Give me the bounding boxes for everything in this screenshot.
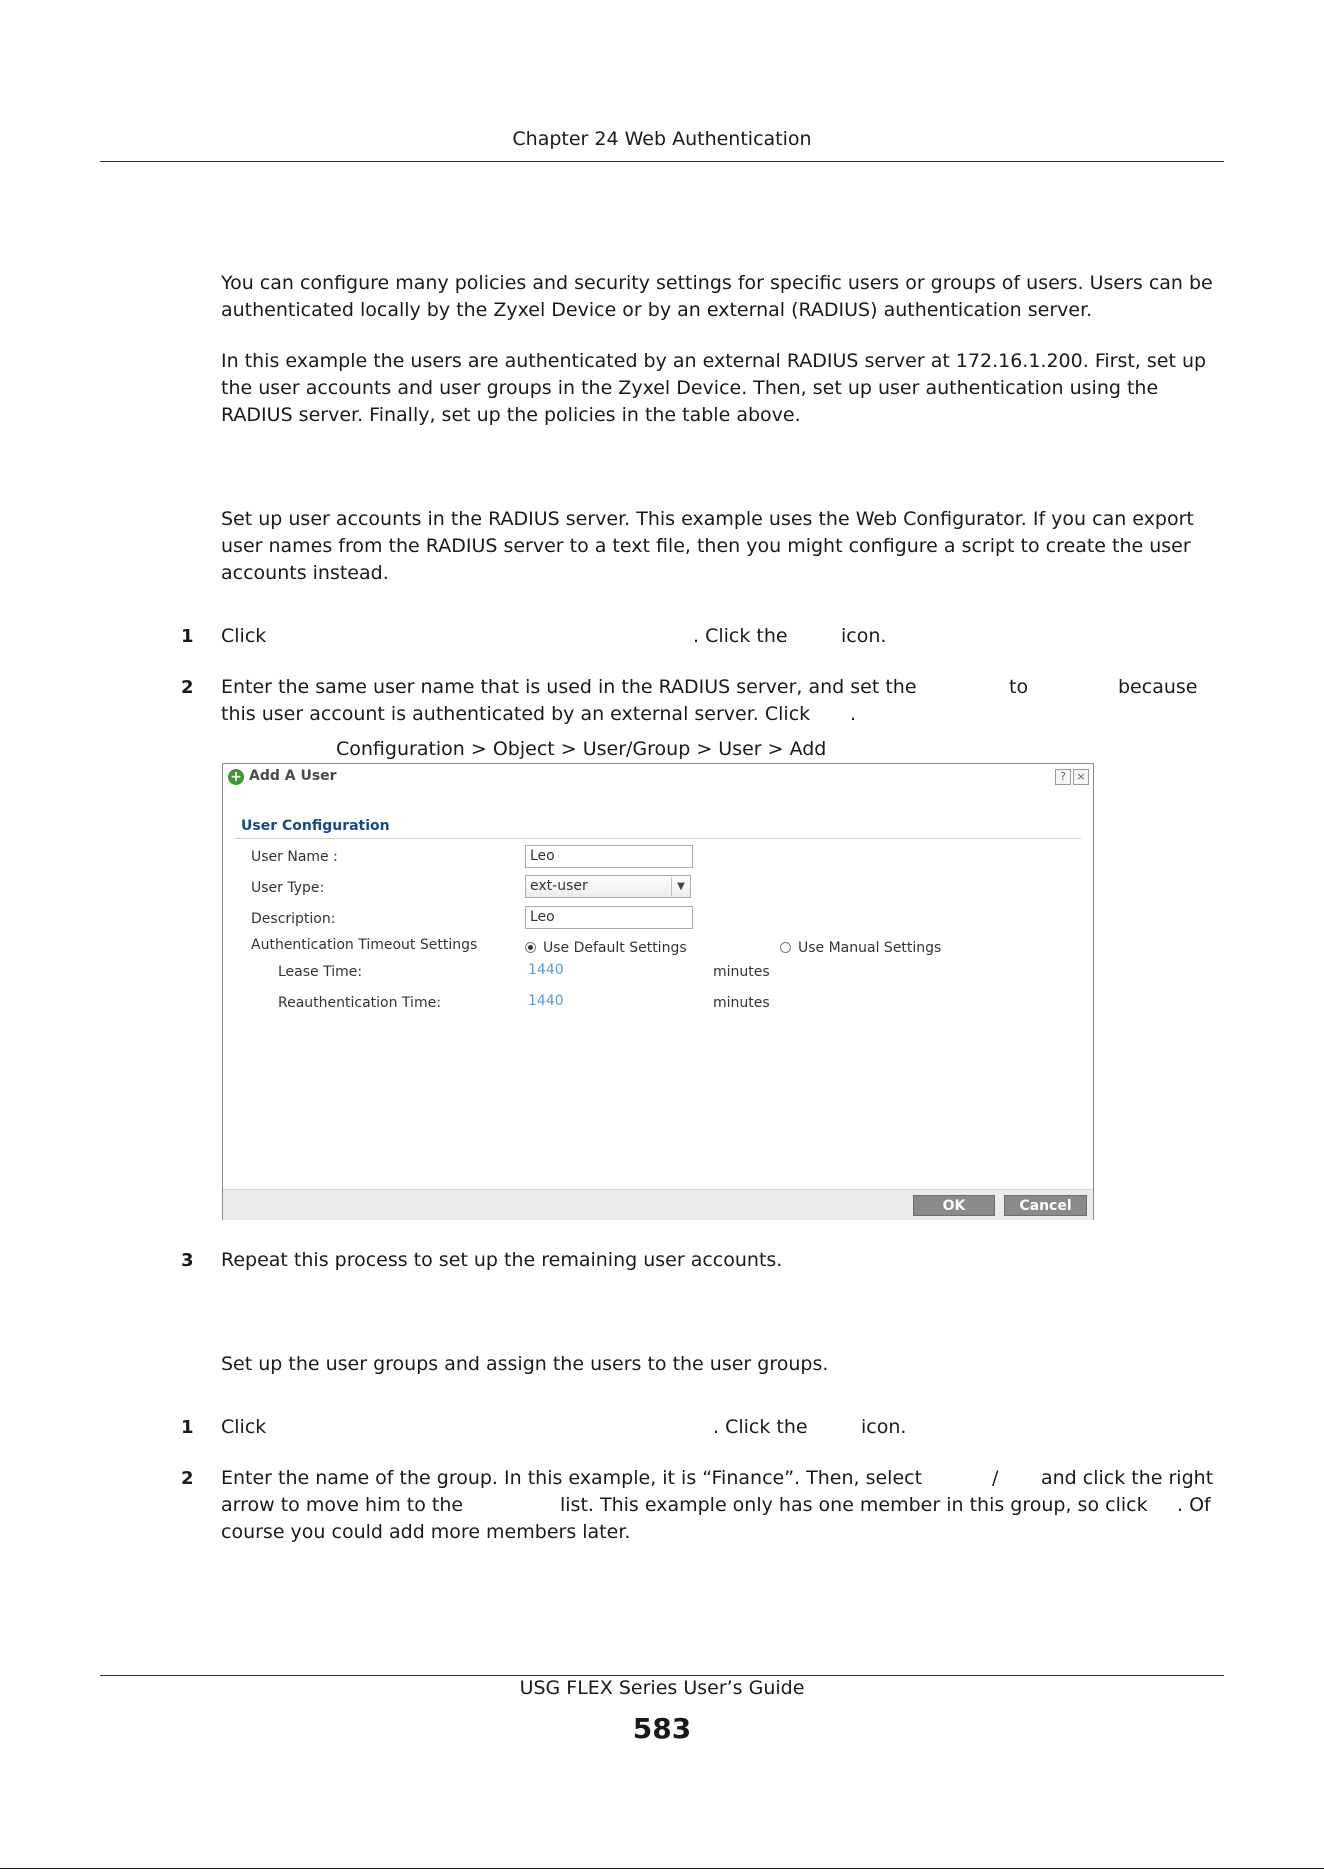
- figure-caption: Configuration > Object > User/Group > User > Add: [336, 738, 827, 760]
- use-default-label: Use Default Settings: [543, 940, 687, 956]
- footer-guide-title: USG FLEX Series User’s Guide: [519, 1677, 805, 1699]
- use-manual-label: Use Manual Settings: [798, 940, 942, 956]
- lease-time-unit: minutes: [713, 964, 770, 980]
- description-input[interactable]: Leo: [525, 906, 693, 929]
- lease-time-label: Lease Time:: [278, 964, 363, 980]
- step-text: course you could add more members later.: [221, 1521, 631, 1543]
- user-name-label: User Name :: [251, 849, 338, 865]
- use-manual-radio[interactable]: [780, 942, 791, 953]
- header-rule: [100, 161, 1224, 162]
- step-text: arrow to move him to the: [221, 1494, 464, 1516]
- step-text: icon.: [841, 625, 887, 647]
- step-number: 1: [181, 626, 194, 647]
- ok-button[interactable]: OK: [913, 1195, 995, 1216]
- step-number: 2: [181, 677, 194, 698]
- dialog-title: Add A User: [249, 768, 337, 784]
- description-label: Description:: [251, 911, 336, 927]
- footer-rule: [100, 1675, 1224, 1676]
- step-text: . Of: [1177, 1494, 1211, 1516]
- auth-timeout-label: Authentication Timeout Settings: [251, 937, 478, 953]
- section-title: User Configuration: [241, 818, 390, 834]
- step-text: list. This example only has one member in this group, so click: [560, 1494, 1148, 1516]
- step-text: Enter the same user name that is used in the RADIUS server, and set the: [221, 676, 917, 698]
- page-number: 583: [632, 1712, 692, 1745]
- step-text: .: [850, 703, 857, 725]
- step-text: /: [992, 1467, 999, 1489]
- dialog-footer: [223, 1189, 1093, 1220]
- dialog-title-bar: [223, 764, 1093, 790]
- user-groups-paragraph: Set up the user groups and assign the users to the user groups.: [221, 1353, 829, 1375]
- cancel-button[interactable]: Cancel: [1004, 1195, 1087, 1216]
- bottom-edge-line: [0, 1868, 1324, 1869]
- lease-time-value: 1440: [528, 962, 564, 978]
- close-icon[interactable]: ×: [1073, 769, 1089, 785]
- intro-paragraph-2: In this example the users are authenticated by an external RADIUS server at 172.16.1.200. First, set up the user accounts and user groups in the Zyxel Device. Then, set up user authentication using the RADIUS server. Finally, set up the policies in the table above.: [221, 350, 1207, 426]
- add-icon: +: [228, 769, 244, 785]
- user-type-value: ext-user: [530, 878, 588, 894]
- user-type-label: User Type:: [251, 880, 325, 896]
- user-type-select[interactable]: [525, 875, 691, 898]
- reauth-time-label: Reauthentication Time:: [278, 995, 441, 1011]
- step-number: 2: [181, 1468, 194, 1489]
- step-text: . Click the: [693, 625, 788, 647]
- step-number: 1: [181, 1417, 194, 1438]
- step-text: . Click the: [713, 1416, 808, 1438]
- step-number: 3: [181, 1250, 194, 1271]
- chapter-header: Chapter 24 Web Authentication: [512, 128, 812, 150]
- step-text: Click: [221, 625, 267, 647]
- step-text: to: [1009, 676, 1029, 698]
- step-text: this user account is authenticated by an external server. Click: [221, 703, 811, 725]
- chevron-down-icon[interactable]: ▼: [671, 877, 690, 896]
- step-text: and click the right: [1041, 1467, 1214, 1489]
- user-accounts-paragraph: Set up user accounts in the RADIUS server. This example uses the Web Configurator. If you can export user names from the RADIUS server to a text file, then you might configure a script to create the user accounts instead.: [221, 508, 1194, 584]
- step-text: Click: [221, 1416, 267, 1438]
- step-text: Enter the name of the group. In this example, it is “Finance”. Then, select: [221, 1467, 923, 1489]
- user-name-input[interactable]: Leo: [525, 845, 693, 868]
- use-default-radio[interactable]: [525, 942, 536, 953]
- reauth-time-value: 1440: [528, 993, 564, 1009]
- section-divider: [235, 838, 1081, 839]
- add-user-dialog: [222, 763, 1094, 1220]
- help-icon[interactable]: ?: [1055, 769, 1071, 785]
- step-text: Repeat this process to set up the remaining user accounts.: [221, 1249, 783, 1271]
- reauth-time-unit: minutes: [713, 995, 770, 1011]
- step-text: because: [1118, 676, 1198, 698]
- intro-paragraph-1: You can configure many policies and security settings for specific users or groups of users. Users can be authenticated locally by the Zyxel Device or by an external (RADIUS) authentication server.: [221, 272, 1213, 321]
- step-text: icon.: [861, 1416, 907, 1438]
